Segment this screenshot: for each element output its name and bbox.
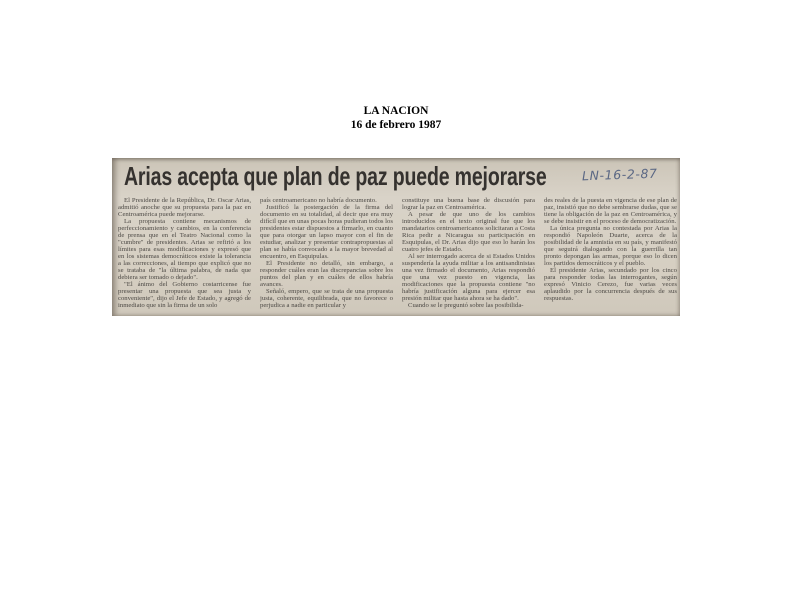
article-paragraph: país centroamericano no habría documento. (260, 197, 377, 204)
article-paragraph: La propuesta contiene mecanismos de perfeccionamiento y cambios, en la conferencia de prensa que en el Teatro Nacional como la "cumbre" de presidentes. Arias se refirió a los límites para esas modificaciones y expresó que en los sistemas democráticos existe la tolerancia a las correcciones, al tiempo que explicó que no se trataba de "la última palabra, de nada que debiera ser tomado o dejado". (118, 218, 251, 281)
handwritten-note: LN-16-2-87 (581, 165, 658, 184)
article-paragraph: El Presidente de la República, Dr. Oscar Arias, admitió anoche que su propuesta para la paz en Centroamérica puede mejorarse. (118, 197, 251, 218)
article-column-1 (118, 197, 251, 314)
article-column-2 (260, 197, 393, 314)
newspaper-clipping (112, 158, 680, 316)
article-paragraph: Al ser interrogado acerca de si Estados Unidos suspendería la ayuda militar a los antisandinistas una vez firmado el documento, Arias respondió que una vez puesto en vigencia, las modificaciones que la propuesta contiene "no habría justificación alguna para ejercer esa presión militar que hasta ahora se ha dado". (402, 253, 535, 302)
publication-name: LA NACION (363, 105, 429, 117)
article-paragraph: El presidente Arias, secundado por los cinco para responder todas las interrogantes, según expresó Vinicio Cerezo, fue varias veces aplaudido por la concurrencia después de sus respuestas. (544, 267, 677, 302)
article-headline: Arias acepta que plan de paz puede mejorarse (124, 161, 547, 191)
article-paragraph: constituye una buena base de discusión para lograr la paz en Centroamérica. (402, 197, 535, 211)
article-paragraph: A pesar de que uno de los cambios introducidos en el texto original fue que los mandatarios centroamericanos solicitaran a Costa Rica pedir a Nicaragua su participación en Esquipulas, el Dr. Arias dijo que eso lo harán los cuatro jefes de Estado. (402, 211, 535, 253)
article-column-4 (544, 197, 677, 314)
article-paragraph: Justificó la postergación de la firma del documento en su totalidad, al decir que era muy difícil que en unas pocas horas pudieran todos los presidentes estar dispuestos a firmarlo, en cuanto que para otorgar un lapso mayor con el fin de estudiar, analizar y presentar contrapropuestas al plan se había convocado a la mayor brevedad al encuentro, en Esquipulas. (260, 204, 393, 260)
page-header (0, 104, 792, 132)
publication-date: 16 de febrero 1987 (350, 119, 442, 131)
article-paragraph: "El ánimo del Gobierno costarricense fue presentar una propuesta que sea justa y conveniente", dijo el Jefe de Estado, y agregó de inmediato que sin la firma de un solo (118, 281, 251, 309)
article-column-3 (402, 197, 535, 314)
article-paragraph: des reales de la puesta en vigencia de ese plan de paz, insistió que no debe sembrarse dudas, que se tiene la obligación de la paz en Centroamérica, y se debe insistir en el proceso de democratización. (544, 197, 677, 225)
article-paragraph: El Presidente no detalló, sin embargo, a responder cuáles eran las discrepancias sobre los puntos del plan y en cuáles de ellos habría avances. (260, 260, 393, 288)
article-paragraph: Señaló, empero, que se trata de una propuesta justa, coherente, equilibrada, que no favorece o perjudica a nadie en particular y (260, 288, 393, 309)
article-paragraph: La única pregunta no contestada por Arias la respondió Napoleón Duarte, acerca de la posibilidad de la amnistía en su país, y manifestó que seguirá dialogando con la guerrilla tan pronto depongan las armas, porque eso lo dicen los partidos democráticos y el pueblo. (544, 225, 677, 267)
article-paragraph: Cuando se le preguntó sobre las posibilida- (408, 302, 524, 309)
